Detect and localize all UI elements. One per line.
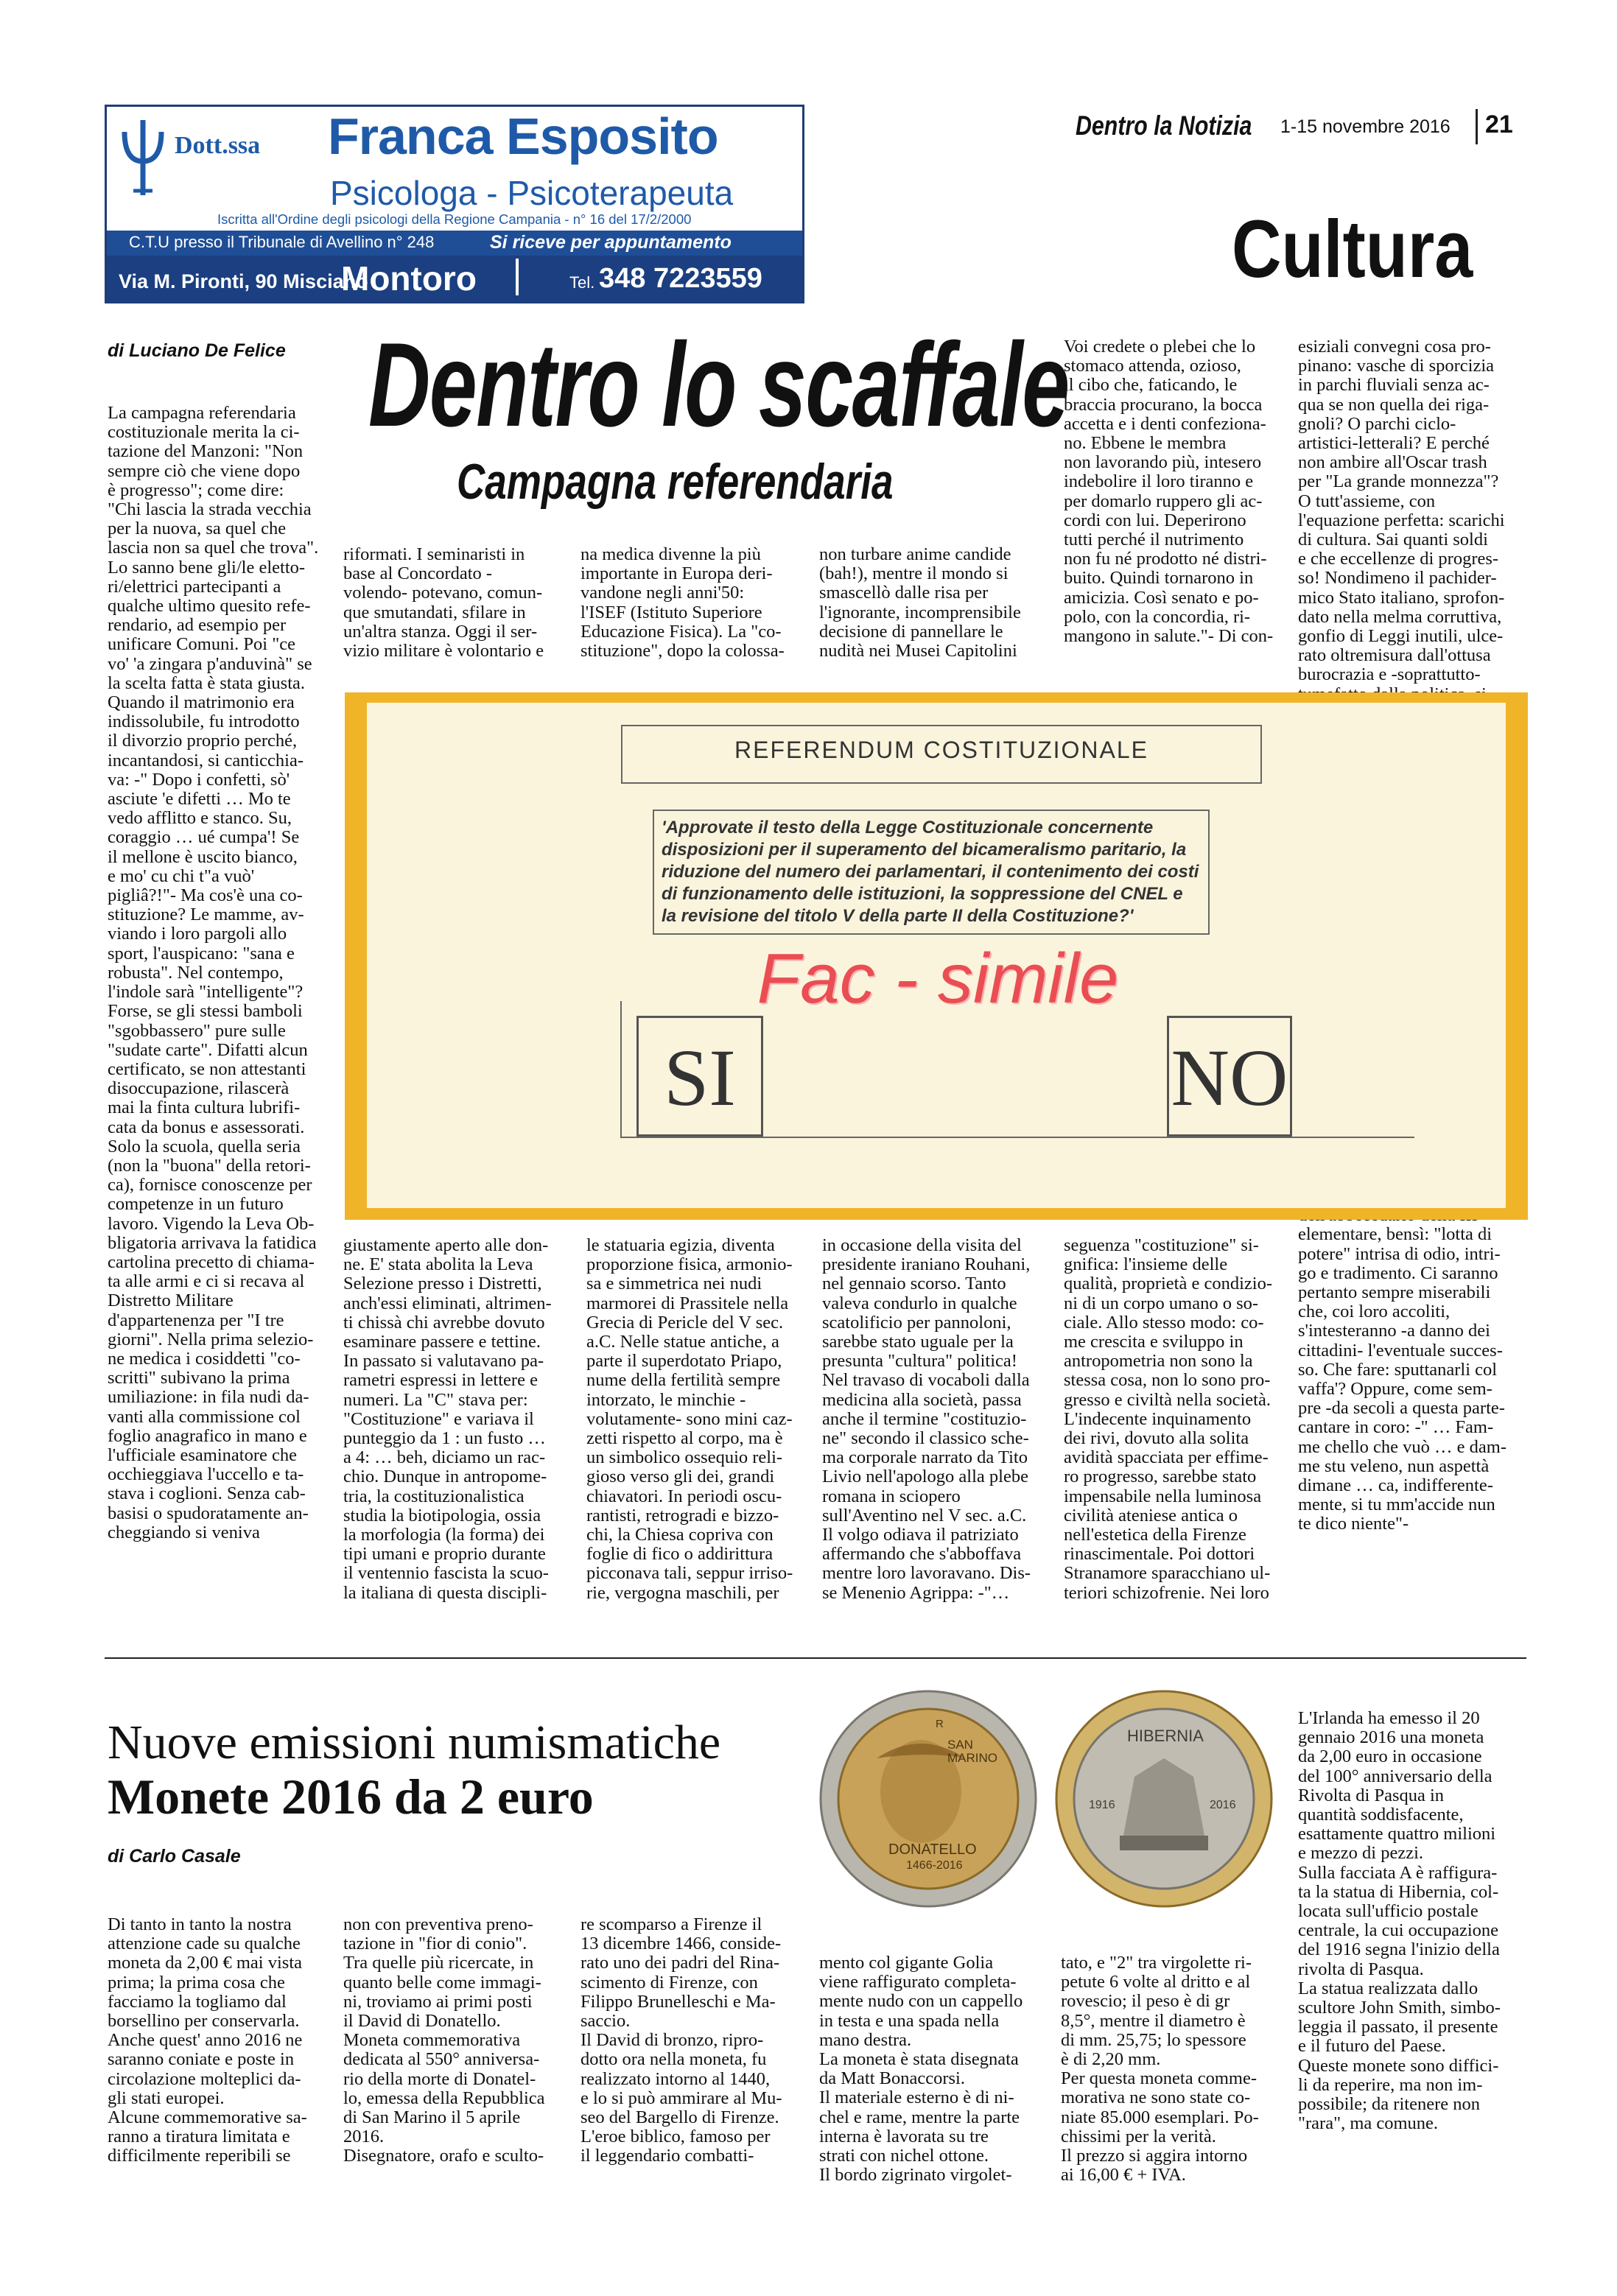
ballot-question-box — [653, 810, 1210, 935]
coin1-country: SAN MARINO — [947, 1738, 997, 1765]
article2-subtitle: Monete 2016 da 2 euro — [108, 1769, 594, 1825]
article2-byline: di Carlo Casale — [108, 1846, 241, 1867]
ad-tel-label: Tel. — [569, 273, 595, 292]
ireland-coin-image — [1053, 1688, 1274, 1909]
article1-column-6: esiziali convegni cosa pro- pinano: vasche di sporcizia in parchi fluviali senza ac- qua se non quella dei riga- gnoli? O parchi ciclo- artistici-letterali? E perché non ambire all'Oscar trash per "La grande monnezza"? O tutt'assieme, con l'equazione perfetta: scarichi di cultura. Sai quanti soldi e che eccellenze di progres- so! Nondimeno il pachider- mico Stato italiano, sprofon- dato nella melma corruttiva, gonfio di Leggi inutili, ulce- rato oltremisura dall'ottusa burocrazia e -soprattutto- elementare, bensì: "lotta di potere" intrisa di odio, intri- go e tradimento. Ci saranno pertanto sempre miserabili che, coi loro accoliti, s'intesteranno -a danno dei cittadini- l'eventuale succes- so. Che fare: sputtanarli col vaffa'? Oppure, come sem- pre -da secoli a questa parte- cantare in coro: -" … Fam- me chello che vuò … e dam- me stu veleno, nun aspettà dimane … ca, indifferente- mente, si tu mm'accide nun te dico niente"- — [1298, 337, 1507, 1534]
ballot-question: 'Approvate il testo della Legge Costituzionale concernente disposizioni per il superamento del bicameralismo paritario, la riduzione del numero dei parlamentari, il contenimento dei costi di funzionamento delle istituzioni, la soppressione del CNEL e la revisione del titolo V della parte II della Costituzione?' — [662, 818, 1199, 926]
article1-column-3-bottom: le statuaria egizia, diventa proporzione fisica, armonio- sa e simmetrica nei nudi marmorei di Prassitele nella Grecia di Pericle del V sec. a.C. Nelle statue antiche, a parte il superdotato Priapo, nume della fertilità sempre intorzato, le minchie - volutamente- sono mini caz- zetti rispetto al corpo, ma è un simbolico ossequio reli- gioso verso gli dei, grandi chiavatori. In periodi oscu- rantisti, retrogradi e bizzo- chi, la Chiesa copriva con foglie di fico o addirittura picconava tali, seppur irriso- rie, vergogna maschili, per — [586, 1235, 793, 1603]
ad-town: Montoro — [341, 259, 477, 298]
article1-byline: di Luciano De Felice — [108, 340, 286, 361]
ad-divider — [516, 259, 519, 295]
facsimile-watermark: Fac - simile — [757, 939, 1119, 1018]
article2-column-1: Di tanto in tanto la nostra attenzione cade su qualche moneta da 2,00 € mai vista prima; la prima cosa che facciamo la togliamo dal borsellino per conservarla. Anche quest' anno 2016 ne saranno coniate e poste in circolazione molteplici da- gli stati europei. Alcune commemorative sa- ranno a tiratura limitata e difficilmente reperibili se — [108, 1914, 307, 2166]
ad-info-band — [107, 231, 802, 256]
header-divider — [1476, 109, 1478, 144]
psychologist-ad — [105, 105, 804, 303]
ad-address: Via M. Pironti, 90 Misciano — [119, 270, 368, 292]
article2-column-2: non con preventiva preno- tazione in "fior di conio". Tra quelle più ricercate, in quanto belle come immagi- ni, troviamo ai primi posti il David di Donatello. Moneta commemorativa dedicata al 550° anniversa- rio della morte di Donatel- lo, emessa della Repubblica di San Marino il 5 aprile 2016. Disegnatore, orafo e sculto- — [343, 1914, 545, 2166]
article1-column-1: La campagna referendaria costituzionale merita la ci- tazione del Manzoni: "Non sempre ciò che viene dopo è progresso"; come dire: "Chi lascia la strada vecchia per la nuova, sa quel che lascia non sa quel che trova". Lo sanno bene gli/le eletto- ri/elettrici partecipanti a qualche ultimo quesito refe- rendario, ad esempio per unificare Comuni. Poi "ce vo' 'a zingara p'anduvinà" se la scelta fatta è stata giusta. Quando il matrimonio era indissolubile, fu introdotto il divorzio proprio perché, incantandosi, si canticchia- va: -" Dopo i confetti, sò' asciute 'e difetti … Mo te vedo afflitto e stanco. Su, coraggio … ué cumpa'! Se il mellone è uscito bianco, e mo' cu chi t"a vuò' pigliâ?!"- Ma cos'è una co- stituzione? Le mamme, av- viando i loro pargoli allo sport, l'auspicano: "sana e robusta". Nel contempo, l'indole sarà "intelligente"? Forse, se gli stessi bamboli "sgobbassero" pure sulle "sudate carte". Difatti alcun certificato, se non attestanti disoccupazione, rilascerà mai la finta cultura lubrifi- cata da bonus e assessorati. Solo la scuola, quella seria (non la "buona" della retori- ca), fornisce conoscenze per competenze in un futuro lavoro. Vigendo la Leva Ob- bligatoria arrivava la fatidica cartolina precetto di chiama- ta alle armi e ci si recava al Distretto Militare d'appartenenza per "I tre giorni". Nella prima selezio- ne medica i cosiddetti "co- scritti" subivano la prima umiliazione: in fila nudi da- vanti alla commissione col foglio anagrafico in mano e l'ufficiale esaminatore che occhieggiava l'uccello e ta- stava i coglioni. Senza cab- basisi o spudoratamente an- cheggiando si veniva — [108, 403, 319, 1542]
section-title: Cultura — [1232, 204, 1473, 295]
ballot-no-box — [1167, 1016, 1292, 1137]
referendum-ballot-image — [345, 692, 1528, 1220]
ad-ctu: C.T.U presso il Tribunale di Avellino n° 248 — [129, 233, 435, 251]
ad-registration: Iscritta all'Ordine degli psicologi della Regione Campania - n° 16 del 17/2/2000 — [217, 211, 692, 227]
coin1-mint-mark: R — [936, 1718, 944, 1730]
article2-column-5: tato, e "2" tra virgolette ri- petute 6 volte al dritto e al rovescio; il peso è di gr 8,5°, mentre il diametro è di mm. 25,75; lo spessore è di 2,20 mm. Per questa moneta comme- morativa ne sono state co- niate 85.000 esemplari. Po- chissimi per la verità. Il prezzo si aggira intorno ai 16,00 € + IVA. — [1061, 1953, 1259, 2186]
ballot-yes: SI — [664, 1033, 736, 1123]
ad-appointment: Si riceve per appuntamento — [490, 232, 732, 253]
coin-san-marino-icon — [818, 1688, 1039, 1909]
article1-column-5-bottom: seguenza "costituzione" si- gnifica: l'insieme delle qualità, proprietà e condizio- ni di un corpo umano o so- ciale. Allo stesso modo: co- me crescita e sviluppo in antropometria non sono la stessa cosa, non lo sono pro- gresso e civiltà nella società. L'indecente inquinamento dei rivi, dovuto alla solita avidità spacciata per effime- ro progresso, sarebbe stato impensabile nella luminosa civilità ateniese antica o nell'estetica della Firenze rinascimentale. Poi dottori Stranamore sparacchiano ul- teriori schizofrenie. Nei loro — [1064, 1235, 1272, 1603]
ballot-yes-box — [636, 1016, 763, 1137]
article1-column-2-top: riformati. I seminaristi in base al Concordato - volendo- potevano, comun- que smutandati, sfilare in un'altra stanza. Oggi il ser- vizio militare è volontario e — [343, 544, 544, 661]
psi-logo-icon — [120, 117, 166, 198]
article1-column-4-top: non turbare anime candide (bah!), mentre il mondo si smascellò dalle risa per l'ignorante, incomprensibile decisione di pannellare le nudità nei Musei Capitolini — [819, 544, 1021, 661]
coin-hibernia-icon — [1053, 1688, 1274, 1909]
article2-column-4: mento col gigante Golia viene raffigurato completa- mente nudo con un cappello in testa e una spada nella mano destra. La moneta è stata disegnata da Matt Bonaccorsi. Il materiale esterno è di ni- chel e rame, mentre la parte interna è lavorata su tre strati con nichel ottone. Il bordo zigrinato virgolet- — [819, 1953, 1023, 2186]
coin2-year-left: 1916 — [1089, 1799, 1115, 1811]
coin1-name: DONATELLO — [888, 1842, 977, 1858]
coin1-dates: 1466-2016 — [906, 1859, 963, 1872]
ballot-no: NO — [1171, 1033, 1288, 1123]
issue-date: 1-15 novembre 2016 — [1280, 116, 1451, 137]
coin2-year-right: 2016 — [1210, 1799, 1236, 1811]
coin2-inscription: HIBERNIA — [1127, 1727, 1204, 1745]
ad-profession: Psicologa - Psicoterapeuta — [330, 174, 734, 212]
ad-address-band — [107, 256, 802, 301]
article1-column-2-bottom: giustamente aperto alle don- ne. E' stata abolita la Leva Selezione presso i Distretti, anch'essi eliminati, altrimen- ti chissà chi avrebbe dovuto esaminare passere e tettine. In passato si valutavano pa- rametri espressi in lettere e numeri. La "C" stava per: "Costituzione" e variava il punteggio da 1 : un fusto … a 4: … beh, diciamo un rac- chio. Dunque in antropome- tria, la costituzionalistica studia la biotipologia, ossia la morfologia (la forma) dei tipi umani e proprio durante il ventennio fascista la scuo- la italiana di questa discipli- — [343, 1235, 552, 1603]
ballot-answers-area — [620, 1001, 1414, 1138]
publication-name: Dentro la Notizia — [1076, 110, 1252, 141]
article1-column-3-top: na medica divenne la più importante in Europa deri- vandone negli anni'50: l'ISEF (Istituto Superiore Educazione Fisica). La "co- stituzione", dopo la colossa- — [580, 544, 785, 661]
ballot-header-box — [621, 725, 1262, 784]
ballot-paper — [367, 703, 1506, 1208]
ad-title-prefix: Dott.ssa — [175, 132, 261, 159]
article2-column-3: re scomparso a Firenze il 13 dicembre 1466, conside- rato uno dei padri del Rina- scimento di Firenze, con Filippo Brunelleschi e Ma- saccio. Il David di bronzo, ripro- dotto ora nella moneta, fu realizzato intorno al 1440, e lo si può ammirare al Mu- seo del Bargello di Firenze. L'eroe biblico, famoso per il leggendario combatti- — [580, 1914, 782, 2166]
article1-column-5-top: Voi credete o plebei che lo stomaco attenda, ozioso, il cibo che, faticando, le braccia procurano, la bocca accetta e i denti confeziona- no. Ebbene le membra non lavorando più, intesero indebolire il loro tiranno e per domarlo ruppero gli ac- cordi con lui. Deperirono tutti perché il nutrimento non fu né prodotto né distri- buito. Quindi tornarono in amicizia. Così senato e po- polo, con la concordia, ri- mangono in salute."- Di con- — [1064, 337, 1274, 647]
article2-title: Nuove emissioni numismatiche — [108, 1716, 721, 1769]
section-divider — [105, 1657, 1526, 1659]
page-number: 21 — [1485, 110, 1513, 138]
article2-column-6: L'Irlanda ha emesso il 20 gennaio 2016 una moneta da 2,00 euro in occasione del 100° anniversario della Rivolta di Pasqua in quantità soddisfacente, esattamente quattro milioni e mezzo di pezzi. Sulla facciata A è raffigura- ta la statua di Hibernia, col- locata sull'ufficio postale centrale, la cui occupazione del 1916 segna l'inizio della rivolta di Pasqua. La statua realizzata dallo scultore John Smith, simbo- leggia il passato, il presente e il futuro del Paese. Queste monete sono diffici- li da reperire, ma non im- possibile; da ritenere non "rara", ma comune. — [1298, 1708, 1501, 2134]
ballot-header: REFERENDUM COSTITUZIONALE — [734, 737, 1149, 763]
ad-phone: 348 7223559 — [599, 263, 762, 294]
article1-column-4-bottom: in occasione della visita del presidente iraniano Rouhani, nel gennaio scorso. Tanto valeva condurlo in qualche scatolificio per pannoloni, sarebbe stato uguale per la presunta "cultura" politica! Nel travaso di vocaboli dalla medicina alla società, passa anche il termine "costituzio- ne" secondo il classico sche- ma corporale narrato da Tito Livio nell'apologo alla plebe romana in sciopero sull'Aventino nel V sec. a.C. Il volgo odiava il patriziato affermando che s'abboffava mentre loro lavoravano. Dis- se Menenio Agrippa: -"… — [822, 1235, 1031, 1603]
ad-name: Franca Esposito — [328, 108, 718, 165]
san-marino-coin-image — [818, 1688, 1039, 1909]
article1-title: Dentro lo scaffale — [368, 318, 1069, 452]
article1-subtitle: Campagna referendaria — [457, 454, 894, 510]
